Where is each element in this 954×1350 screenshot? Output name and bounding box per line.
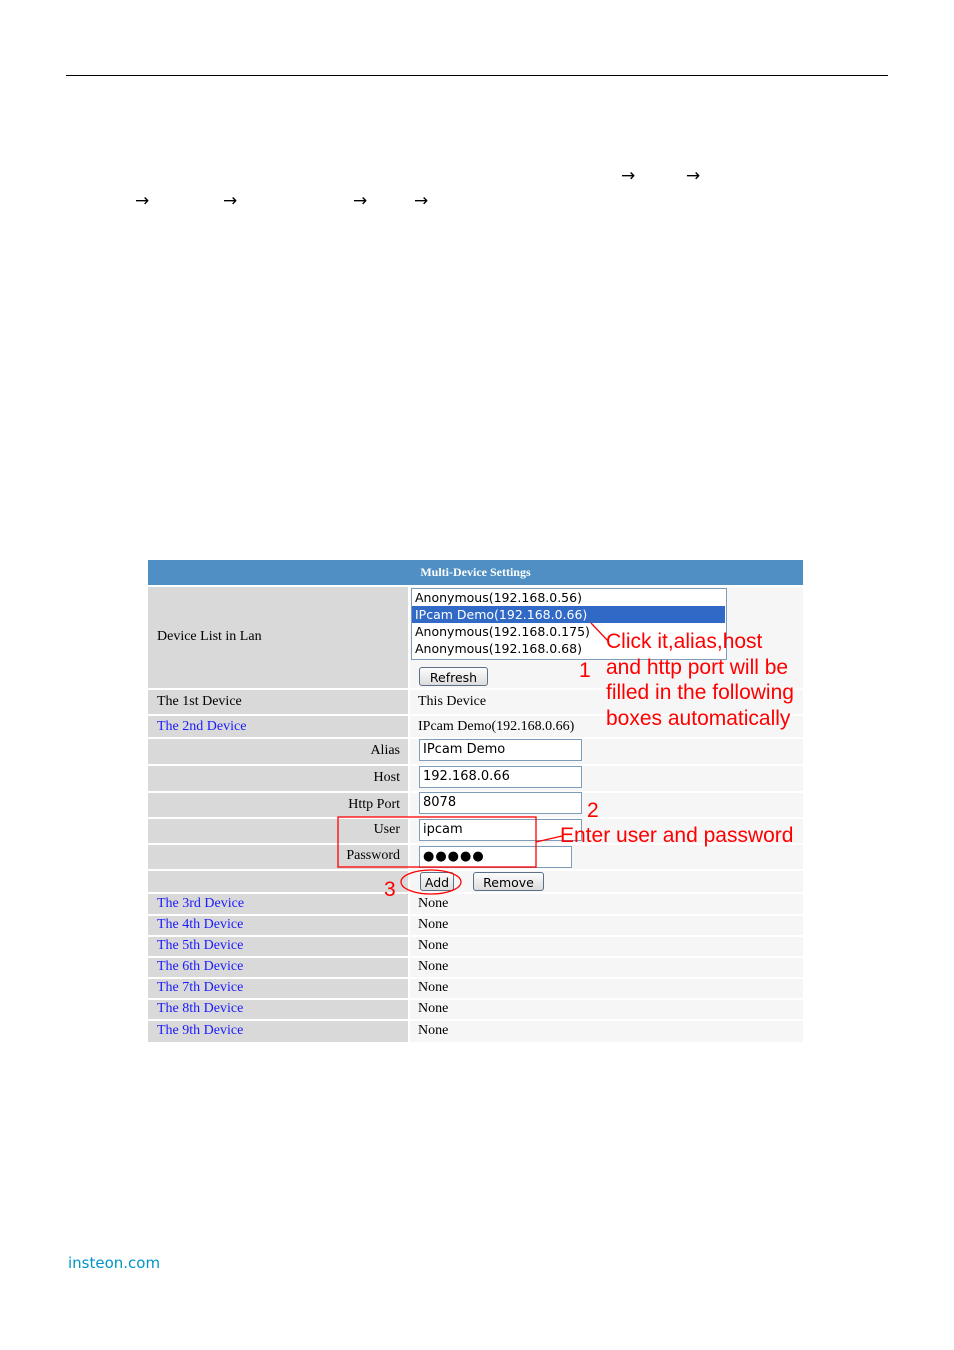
port-label: Http Port	[348, 797, 400, 812]
device-link[interactable]: The 9th Device	[157, 1023, 244, 1038]
device-value: None	[418, 1001, 449, 1016]
step2-note: Enter user and password	[560, 824, 794, 847]
device-link[interactable]: The 3rd Device	[157, 896, 245, 911]
refresh-button[interactable]: Refresh	[419, 667, 488, 686]
alias-label: Alias	[370, 743, 400, 758]
host-input[interactable]: 192.168.0.66	[419, 766, 582, 788]
add-button[interactable]: Add	[420, 872, 454, 891]
footer-site-link[interactable]: insteon.com	[68, 1254, 161, 1272]
second-device-link[interactable]: The 2nd Device	[157, 719, 247, 734]
arrow-right-icon: →	[353, 191, 368, 211]
user-password-highlight-box	[338, 817, 536, 867]
host-label: Host	[373, 770, 400, 785]
arrow-right-icon: →	[686, 166, 701, 186]
device-value: None	[418, 917, 449, 932]
arrow-right-icon: →	[135, 191, 150, 211]
device-list-label: Device List in Lan	[157, 629, 262, 644]
step1-note-line: boxes automatically	[606, 707, 791, 730]
http-port-input[interactable]: 8078	[419, 792, 582, 814]
step1-note-line: filled in the following	[606, 681, 794, 704]
remove-button[interactable]: Remove	[473, 872, 544, 891]
device-link[interactable]: The 5th Device	[157, 938, 244, 953]
panel-title: Multi-Device Settings	[148, 560, 803, 585]
password-input[interactable]: ●●●●●	[419, 846, 572, 868]
lan-device-option[interactable]: Anonymous(192.168.0.175)	[415, 624, 590, 639]
step1-note-line: Click it,alias,host	[606, 630, 763, 653]
second-device-value: IPcam Demo(192.168.0.66)	[418, 719, 575, 734]
device-link[interactable]: The 8th Device	[157, 1001, 244, 1016]
device-value: None	[418, 959, 449, 974]
lan-device-option-selected[interactable]: IPcam Demo(192.168.0.66)	[412, 606, 725, 623]
add-button-highlight-circle	[401, 870, 461, 894]
lan-device-option[interactable]: Anonymous(192.168.0.56)	[415, 590, 582, 605]
lan-device-option[interactable]: Anonymous(192.168.0.68)	[415, 641, 582, 656]
step2-pointer-line	[536, 836, 562, 842]
user-label: User	[373, 822, 400, 837]
password-label: Password	[346, 848, 400, 863]
step1-number: 1	[579, 659, 591, 682]
device-value: None	[418, 938, 449, 953]
alias-input[interactable]: IPcam Demo	[419, 739, 582, 761]
first-device-label: The 1st Device	[157, 694, 242, 709]
arrow-right-icon: →	[414, 191, 429, 211]
user-input[interactable]: ipcam	[419, 819, 582, 841]
arrow-right-icon: →	[621, 166, 636, 186]
first-device-value: This Device	[418, 694, 487, 709]
arrow-right-icon: →	[223, 191, 238, 211]
device-value: None	[418, 1023, 449, 1038]
step2-number: 2	[587, 799, 599, 822]
device-value: None	[418, 980, 449, 995]
device-link[interactable]: The 7th Device	[157, 980, 244, 995]
device-value: None	[418, 896, 449, 911]
step3-number: 3	[384, 878, 396, 901]
device-link[interactable]: The 4th Device	[157, 917, 244, 932]
step1-note-line: and http port will be	[606, 656, 789, 679]
device-link[interactable]: The 6th Device	[157, 959, 244, 974]
